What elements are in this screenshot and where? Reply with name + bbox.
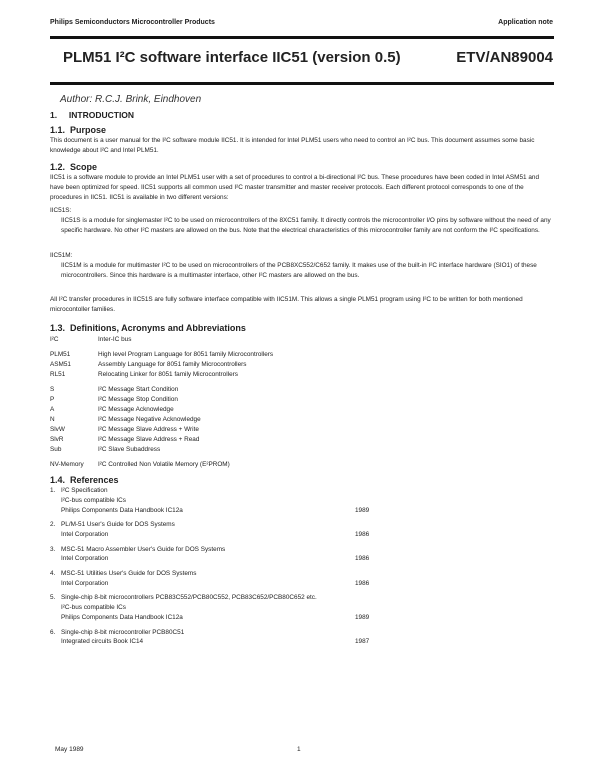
reference-number: 2. — [50, 521, 56, 529]
definition-description: Assembly Language for 8051 family Microcontrollers — [98, 361, 247, 368]
reference-number: 3. — [50, 545, 56, 553]
title-rule — [50, 82, 554, 85]
author: Author: R.C.J. Brink, Eindhoven — [60, 94, 202, 105]
reference-year: 1987 — [355, 638, 370, 646]
definitions-heading: 1.3. Definitions, Acronyms and Abbreviations — [50, 323, 246, 333]
reference-year: 1989 — [355, 506, 370, 514]
doc-number: ETV/AN89004 — [456, 49, 553, 66]
reference-number: 6. — [50, 628, 56, 636]
reference-year: 1986 — [355, 579, 370, 587]
reference-number: 5. — [50, 594, 56, 602]
definition-term: RL51 — [50, 371, 66, 378]
iic51s-text: IIC51S is a module for singlemaster I²C to be used on microcontrollers of the 8XC51 family. It directly controls the microcontroller I/O pins by software without the need of any specific hardware. No other I²C masters are allowed on the bus. Note that the electrical characteristics of this microcontroller family are not conform the I²C specifications. — [61, 217, 551, 235]
iic51m-label: IIC51M: — [50, 252, 73, 259]
definition-description: I²C Slave Subaddress — [98, 446, 161, 453]
reference-number: 4. — [50, 570, 56, 577]
definition-description: I²C Message Negative Acknowledge — [98, 416, 201, 423]
reference-year: 1989 — [355, 614, 370, 621]
definition-term: SlvR — [50, 436, 64, 443]
definition-description: Inter-IC bus — [98, 336, 132, 343]
reference-line: Philips Components Data Handbook IC12a — [61, 614, 183, 621]
definition-description: I²C Controlled Non Volatile Memory (E²PROM) — [98, 461, 230, 468]
definition-term: ASM51 — [50, 361, 71, 368]
reference-line: Single-chip 8-bit microcontrollers PCB83C552/PCB80C552, PCB83C652/PCB80C652 etc. — [61, 594, 317, 602]
purpose-text: This document is a user manual for the I²C software module IIC51. It is intended for Intel PLM51 users who need to control an I²C bus. This document assumes some basic knowledge about I²C and Intel PLM51. — [50, 137, 535, 155]
reference-line: Intel Corporation — [61, 579, 109, 587]
reference-line: Intel Corporation — [61, 531, 109, 538]
definition-term: PLM51 — [50, 351, 71, 358]
references-heading: 1.4. References — [50, 475, 119, 485]
reference-year: 1986 — [355, 531, 370, 538]
definition-description: Relocating Linker for 8051 family Microcontrollers — [98, 371, 238, 378]
reference-line: Philips Components Data Handbook IC12a — [61, 506, 183, 514]
definition-term: Sub — [50, 446, 62, 453]
scope-heading: 1.2. Scope — [50, 162, 98, 172]
page-title: PLM51 I²C software interface IIC51 (version 0.5) — [63, 49, 401, 66]
definition-description: High level Program Language for 8051 family Microcontrollers — [98, 351, 274, 358]
iic51m-text: IIC51M is a module for multimaster I²C to be used on microcontrollers of the PCB8XC552/C652 family. It makes use of the built-in I²C interface hardware (SIO1) of these microcontrollers. Since this hardware is a multimaster interface, other I²C masters are allowed on the bus. — [61, 262, 537, 280]
definition-term: A — [50, 406, 55, 413]
purpose-heading: 1.1. Purpose — [50, 125, 107, 135]
header-company: Philips Semiconductors Microcontroller Products — [50, 19, 215, 26]
footer-date: May 1989 — [55, 746, 84, 753]
definition-description: I²C Message Slave Address + Write — [98, 426, 199, 433]
definition-term: S — [50, 386, 55, 393]
scope-closing: All I²C transfer procedures in IIC51S are fully software interface compatible with IIC51M. This allows a single PLM51 program using I²C to be written for both mentioned microcontoller families. — [50, 296, 523, 314]
definition-term: SlvW — [50, 426, 65, 433]
definition-description: I²C Message Start Condition — [98, 386, 179, 393]
reference-line: Single-chip 8-bit microcontroller PCB80C51 — [61, 628, 185, 636]
definition-term: N — [50, 416, 55, 423]
definition-description: I²C Message Acknowledge — [98, 406, 174, 413]
reference-number: 1. — [50, 487, 56, 494]
reference-line: I²C Specification — [61, 487, 108, 494]
top-rule — [50, 36, 554, 39]
reference-line: PL/M-51 User's Guide for DOS Systems — [61, 521, 175, 529]
definition-term: NV-Memory — [50, 461, 84, 468]
iic51s-label: IIC51S: — [50, 207, 72, 214]
reference-line: MSC-51 Utilities User's Guide for DOS Systems — [61, 570, 197, 577]
reference-line: Integrated circuits Book IC14 — [61, 638, 144, 646]
header-doc-type: Application note — [498, 19, 553, 26]
definition-description: I²C Message Stop Condition — [98, 396, 178, 403]
reference-year: 1986 — [355, 555, 370, 563]
section-introduction: 1. INTRODUCTION — [50, 110, 135, 120]
reference-line: I²C-bus compatible ICs — [61, 496, 126, 504]
reference-line: MSC-51 Macro Assembler User's Guide for DOS Systems — [61, 545, 226, 553]
definition-description: I²C Message Slave Address + Read — [98, 436, 200, 443]
reference-line: Intel Corporation — [61, 555, 109, 563]
definition-term: P — [50, 396, 55, 403]
definition-term: I²C — [50, 336, 59, 343]
reference-line: I²C-bus compatible ICs — [61, 604, 126, 612]
page-number: 1 — [297, 746, 301, 753]
scope-intro: IIC51 is a software module to provide an Intel PLM51 user with a set of procedures to control a bi-directional I²C bus. These procedures have been coded in Intel ASM51 and have been optimized for speed. IIC51 supports all common used I²C master transmitter and master receiver protocols. Each different protocol corresponds to one of the procedures in IIC51. IIC51 is available in two different versions: — [50, 174, 540, 202]
